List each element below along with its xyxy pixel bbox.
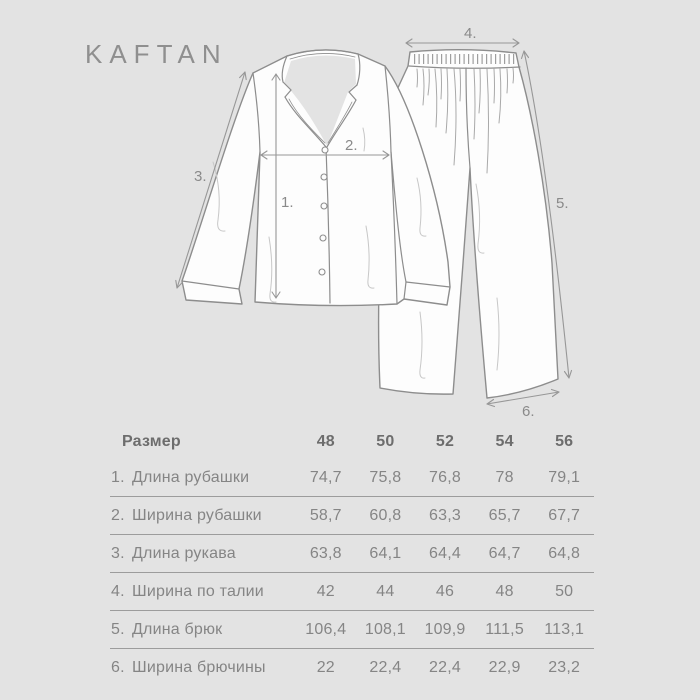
row-number: 3. (111, 544, 125, 562)
cell-value: 42 (316, 582, 335, 600)
cell-value: 63,3 (429, 506, 461, 524)
cell-value: 63,8 (309, 544, 342, 562)
cell-value: 113,1 (544, 620, 585, 638)
cell-value: 48 (495, 582, 514, 600)
row-name: Ширина рубашки (132, 506, 262, 524)
cell-value: 44 (376, 582, 395, 600)
cell-value: 64,1 (369, 544, 402, 562)
cell-value: 111,5 (485, 620, 524, 638)
cell-value: 78 (495, 468, 514, 486)
cell-value: 76,8 (429, 468, 461, 486)
cell-value: 108,1 (364, 620, 406, 638)
table-row-pants-length (110, 611, 594, 649)
size-column-48: 48 (316, 433, 335, 450)
measure-label-2: 2. (345, 137, 358, 154)
brand-logo: KAFTAN (85, 39, 228, 69)
cell-value: 22,4 (429, 658, 461, 676)
cell-value: 74,7 (309, 468, 342, 486)
table-row-shirt-width (110, 497, 594, 535)
cell-value: 106,4 (305, 620, 347, 638)
measure-label-1: 1. (281, 194, 294, 211)
cell-value: 67,7 (548, 506, 581, 524)
cell-value: 65,7 (488, 506, 521, 524)
cell-value: 50 (555, 582, 574, 600)
cell-value: 64,7 (488, 544, 521, 562)
row-name: Ширина по талии (132, 582, 264, 600)
size-column-56: 56 (555, 433, 574, 450)
row-name: Длина рубашки (132, 468, 250, 486)
cell-value: 60,8 (369, 506, 402, 524)
measure-label-5: 5. (556, 195, 569, 212)
size-table-header (110, 425, 594, 459)
row-number: 5. (111, 620, 125, 638)
cell-value: 75,8 (369, 468, 402, 486)
row-number: 4. (111, 582, 125, 600)
cell-value: 22 (316, 658, 335, 676)
cell-value: 79,1 (548, 468, 581, 486)
size-column-54: 54 (495, 433, 514, 450)
row-name: Длина брюк (132, 620, 223, 638)
row-number: 2. (111, 506, 125, 524)
cell-value: 22,4 (369, 658, 402, 676)
table-row-waist-width (110, 573, 594, 611)
measure-label-4: 4. (464, 25, 477, 42)
size-column-52: 52 (435, 433, 455, 450)
cell-value: 64,4 (429, 544, 461, 562)
cell-value: 109,9 (424, 620, 466, 638)
row-name: Ширина брючины (132, 658, 266, 676)
row-number: 1. (111, 468, 125, 486)
table-row-pantleg-width (110, 649, 594, 686)
row-name: Длина рукава (132, 544, 236, 562)
table-row-shirt-length (110, 459, 594, 497)
size-column-50: 50 (376, 433, 395, 450)
measure-label-6: 6. (522, 403, 535, 420)
cell-value: 58,7 (309, 506, 342, 524)
row-number: 6. (111, 658, 125, 676)
table-row-sleeve-length (110, 535, 594, 573)
cell-value: 23,2 (548, 658, 581, 676)
size-table (110, 425, 594, 686)
measure-label-3: 3. (194, 168, 207, 185)
cell-value: 22,9 (488, 658, 521, 676)
header-size-label: Размер (122, 433, 181, 450)
cell-value: 64,8 (548, 544, 581, 562)
cell-value: 46 (435, 582, 455, 600)
